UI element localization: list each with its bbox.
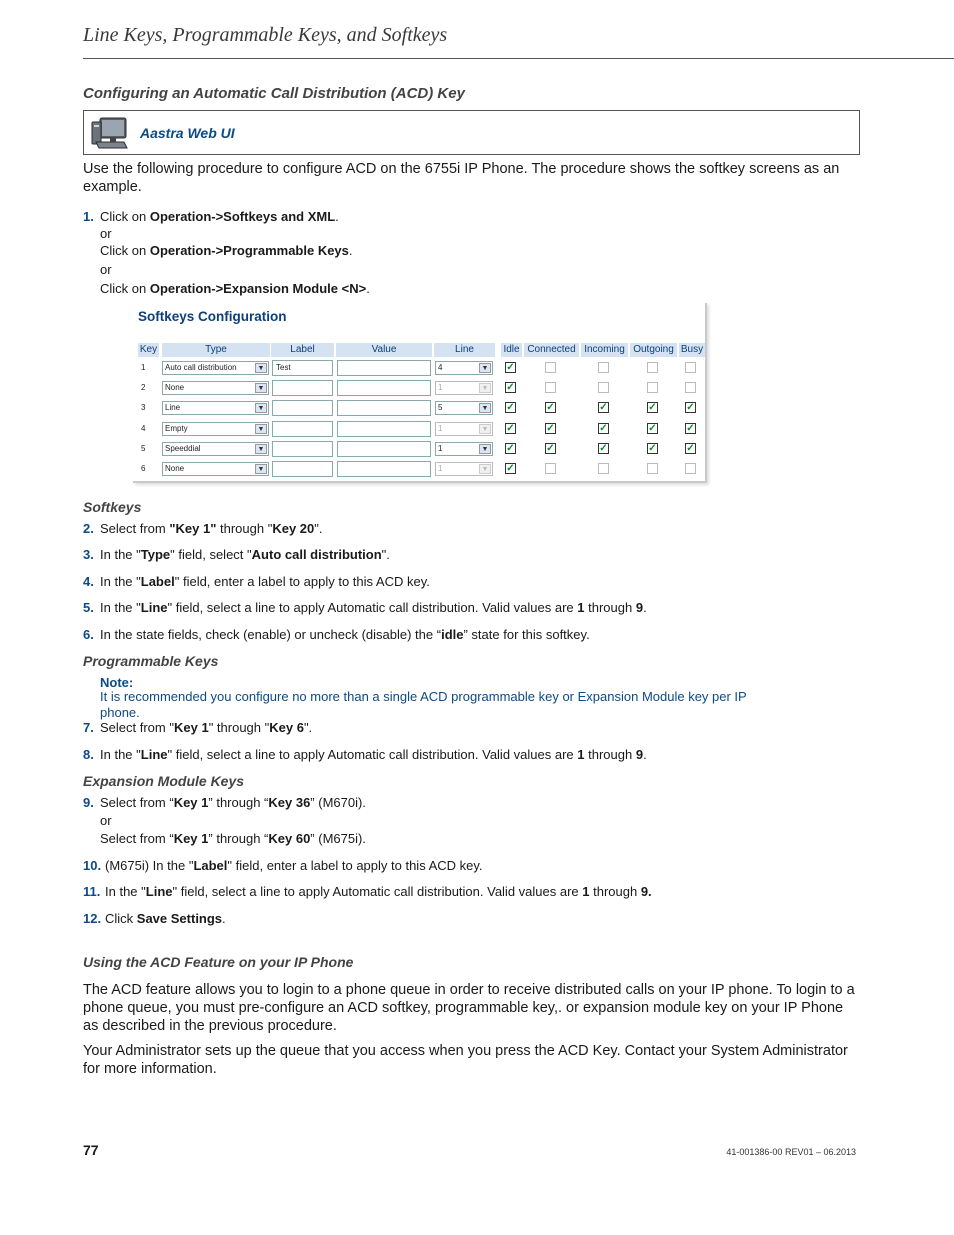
state-checkbox-incoming[interactable]: ✓ [599,442,608,454]
step-number: 12. [83,911,102,926]
state-checkbox-idle[interactable]: ✓ [506,402,515,414]
using-acd-paragraph-2: Your Administrator sets up the queue that you access when you press the ACD Key. Contact your System Administrator for more information. [83,1043,848,1077]
state-checkbox-outgoing[interactable]: ✓ [648,422,657,434]
type-value: Speeddial [165,443,201,453]
column-header-line: Line [434,343,495,357]
type-value: None [165,383,185,393]
step-number: 3. [83,547,94,562]
state-checkbox-busy[interactable]: ✓ [686,442,695,454]
line-select[interactable] [435,422,493,436]
label-input[interactable] [272,380,333,396]
state-checkbox-connected[interactable] [545,463,556,474]
using-acd-paragraph-1: The ACD feature allows you to login to a phone queue in order to receive distributed calls on your IP phone. To login to a phone queue, you must pre-configure an ACD softkey, programmable key,. or expansion module key on your IP Phone as described in the previous procedure. [83,982,855,1034]
value-input[interactable] [337,421,431,437]
line-select[interactable] [435,401,493,415]
state-checkbox-outgoing[interactable]: ✓ [648,442,657,454]
line-value: 5 [438,403,443,413]
label-input[interactable] [272,400,333,416]
chevron-down-icon: ▼ [479,363,491,373]
state-checkbox-idle[interactable]: ✓ [506,442,515,454]
label-input[interactable] [272,421,333,437]
computer-icon [90,116,128,153]
step-number: 9. [83,795,94,810]
expansion-module-keys-heading: Expansion Module Keys [83,773,245,789]
step-text: Click Save Settings. [105,911,226,926]
label-input[interactable] [272,441,333,457]
state-checkbox-busy[interactable]: ✓ [686,422,695,434]
chevron-down-icon: ▼ [479,464,491,474]
intro-paragraph: Use the following procedure to configure ACD on the 6755i IP Phone. The procedure shows the softkey screens as an example. [83,161,840,195]
step-text: In the "Line" field, select a line to apply Automatic call distribution. Valid values are 1 through 9. [105,884,652,899]
value-input[interactable] [337,441,431,457]
note-label: Note: [100,675,134,690]
value-input[interactable] [337,360,431,376]
state-checkbox-incoming[interactable] [598,362,609,373]
state-checkbox-busy[interactable] [685,362,696,373]
state-checkbox-outgoing[interactable] [647,463,658,474]
step-number: 6. [83,627,94,642]
page-header-title: Line Keys, Programmable Keys, and Softkeys [83,24,448,46]
line-value: 4 [438,363,443,372]
step-9-alt: Select from “Key 1” through “Key 60” (M675i). [100,831,366,846]
chevron-down-icon: ▼ [255,383,267,393]
softkeys-heading: Softkeys [83,499,142,515]
line-select[interactable] [435,442,493,456]
step-text: Select from "Key 1" through "Key 6". [100,720,313,735]
state-checkbox-connected[interactable] [545,362,556,373]
key-number: 3 [141,403,146,413]
line-value: 1 [438,464,443,473]
programmable-keys-heading: Programmable Keys [83,653,219,669]
value-input[interactable] [337,461,431,477]
chevron-down-icon: ▼ [479,403,491,413]
step-number: 8. [83,747,94,762]
step-1-or: or [100,262,112,277]
type-value: None [165,464,185,473]
key-number: 6 [141,464,146,473]
note-text: It is recommended you configure no more than a single ACD programmable key or Expansion Module key per IP phone. [100,689,747,720]
state-checkbox-idle[interactable]: ✓ [506,422,515,434]
type-value: Empty [165,423,188,433]
step-number: 11. [83,884,101,899]
step-number: 7. [83,720,94,735]
chevron-down-icon: ▼ [479,383,491,393]
value-input[interactable] [337,400,431,416]
chevron-down-icon: ▼ [255,464,267,474]
step-number: 1. [83,209,94,224]
column-header-connected: Connected [524,343,579,357]
key-number: 2 [141,383,146,393]
state-checkbox-incoming[interactable] [598,463,609,474]
banner-label: Aastra Web UI [140,125,235,141]
state-checkbox-outgoing[interactable]: ✓ [648,402,657,414]
key-number: 4 [141,423,146,433]
step-number: 4. [83,574,94,589]
aastra-web-ui-banner [83,110,860,155]
step-1-or: or [100,226,112,241]
step-1-alt-c: Click on Operation->Expansion Module <N>. [100,281,370,296]
state-checkbox-outgoing[interactable] [647,362,658,373]
type-select[interactable] [162,381,269,395]
key-number: 5 [141,443,146,453]
chevron-down-icon: ▼ [255,444,267,454]
state-checkbox-busy[interactable] [685,382,696,393]
column-header-outgoing: Outgoing [630,343,677,357]
section-title: Configuring an Automatic Call Distribution (ACD) Key [83,85,465,102]
type-value: Auto call distribution [165,363,237,372]
chevron-down-icon: ▼ [255,403,267,413]
state-checkbox-idle[interactable]: ✓ [506,463,515,474]
page-number: 77 [83,1142,99,1158]
type-select[interactable] [162,361,269,375]
type-select[interactable] [162,442,269,456]
step-text: In the "Label" field, enter a label to apply to this ACD key. [100,574,430,589]
column-header-value: Value [336,343,432,357]
step-text: Click on Operation->Softkeys and XML. [100,209,339,224]
step-1-alt-b: Click on Operation->Programmable Keys. [100,243,353,258]
step-text: In the "Type" field, select "Auto call distribution". [100,547,390,562]
header-divider [83,58,954,59]
step-text: In the state fields, check (enable) or uncheck (disable) the “idle” state for this softkey. [100,627,590,642]
state-checkbox-busy[interactable]: ✓ [686,402,695,414]
step-number: 2. [83,521,94,536]
type-value: Line [165,403,181,413]
line-select[interactable] [435,381,493,395]
state-checkbox-connected[interactable] [545,382,556,393]
using-acd-heading: Using the ACD Feature on your IP Phone [83,954,354,970]
document-id: 41-001386-00 REV01 – 06.2013 [726,1147,856,1157]
state-checkbox-incoming[interactable] [598,382,609,393]
label-input[interactable]: Test [272,360,333,376]
step-text: Select from “Key 1” through “Key 36” (M670i). [100,795,366,810]
column-header-incoming: Incoming [581,343,628,357]
chevron-down-icon: ▼ [255,424,267,434]
state-checkbox-connected[interactable]: ✓ [546,422,555,434]
line-value: 1 [438,383,443,393]
state-checkbox-idle[interactable]: ✓ [506,382,515,394]
step-number: 10. [83,858,102,873]
column-header-idle: Idle [501,343,522,357]
line-value: 1 [438,443,443,453]
state-checkbox-busy[interactable] [685,463,696,474]
state-checkbox-connected[interactable]: ✓ [546,402,555,414]
chevron-down-icon: ▼ [479,444,491,454]
step-number: 5. [83,600,94,615]
column-header-type: Type [162,343,270,357]
step-text: In the "Line" field, select a line to apply Automatic call distribution. Valid values are 1 through 9. [100,747,647,762]
column-header-label: Label [271,343,334,357]
state-checkbox-connected[interactable]: ✓ [546,442,555,454]
softkeys-configuration-panel [133,303,707,483]
state-checkbox-incoming[interactable]: ✓ [599,422,608,434]
state-checkbox-incoming[interactable]: ✓ [599,402,608,414]
state-checkbox-idle[interactable]: ✓ [506,362,515,373]
step-text: Select from "Key 1" through "Key 20". [100,521,323,536]
type-select[interactable] [162,422,269,436]
step-text: (M675i) In the "Label" field, enter a label to apply to this ACD key. [105,858,483,873]
step-9-or: or [100,813,112,828]
value-input[interactable] [337,380,431,396]
line-select[interactable] [435,361,493,375]
state-checkbox-outgoing[interactable] [647,382,658,393]
type-select[interactable] [162,462,269,476]
key-number: 1 [141,363,146,372]
column-header-busy: Busy [680,344,704,355]
step-text: In the "Line" field, select a line to apply Automatic call distribution. Valid values are 1 through 9. [100,600,647,615]
label-input[interactable] [272,461,333,477]
chevron-down-icon: ▼ [479,424,491,434]
chevron-down-icon: ▼ [255,363,267,373]
line-value: 1 [438,423,443,433]
line-select[interactable] [435,462,493,476]
panel-title: Softkeys Configuration [138,309,287,324]
type-select[interactable] [162,401,269,415]
column-header-key: Key [139,344,158,355]
